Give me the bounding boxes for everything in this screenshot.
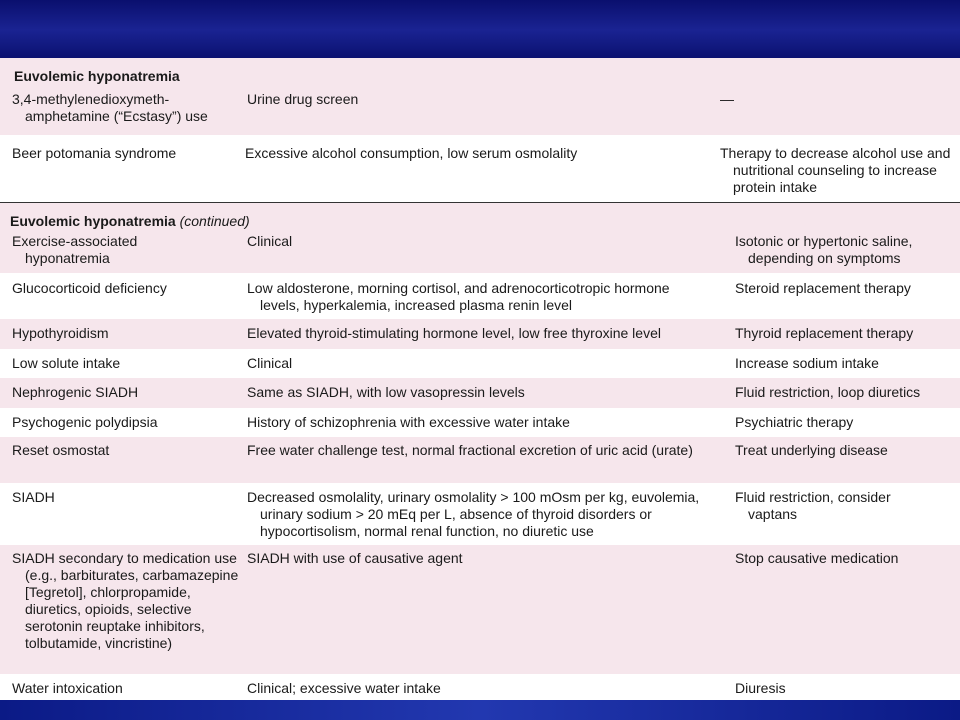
condition-cell: Exercise-associated hyponatremia: [12, 233, 138, 266]
condition-cell: Reset osmostat: [12, 442, 110, 458]
condition-cell: Nephrogenic SIADH: [12, 384, 139, 400]
table-row: [0, 545, 960, 674]
table-row: [0, 319, 960, 349]
diagnosis-cell: Low aldosterone, morning cortisol, and adrenocorticotropic hormone levels, hyperkalemia, increased plasma renin level: [247, 280, 670, 313]
table-row: [0, 91, 960, 135]
condition-cell: Low solute intake: [12, 355, 121, 371]
table-row: [0, 233, 960, 273]
diagnosis-cell: Same as SIADH, with low vasopressin levels: [247, 384, 525, 400]
table-row: [0, 273, 960, 319]
table-row: [0, 135, 960, 202]
section-heading: Euvolemic hyponatremia: [14, 68, 180, 84]
treatment-cell: Thyroid replacement therapy: [735, 325, 914, 341]
condition-cell: Glucocorticoid deficiency: [12, 280, 167, 296]
condition-cell: 3,4-methylenedioxymeth-amphetamine (“Ecstasy”) use: [12, 91, 208, 124]
slide-footer-bar: [0, 700, 960, 720]
treatment-cell: Therapy to decrease alcohol use and nutritional counseling to increase protein intake: [720, 145, 951, 195]
table-row: [0, 408, 960, 437]
diagnosis-cell: History of schizophrenia with excessive water intake: [247, 414, 570, 430]
table-row: [0, 483, 960, 545]
condition-cell: Water intoxication: [12, 680, 123, 696]
condition-cell: SIADH secondary to medication use (e.g., barbiturates, carbamazepine [Tegretol], chlorpropamide, diuretics, opioids, selective serotonin reuptake inhibitors, tolbutamide, vincristine): [12, 550, 239, 651]
condition-cell: SIADH: [12, 489, 55, 505]
treatment-cell: Diuresis: [735, 680, 786, 696]
treatment-cell: Fluid restriction, consider vaptans: [735, 489, 891, 522]
condition-cell: Psychogenic polydipsia: [12, 414, 158, 430]
diagnosis-cell: Clinical; excessive water intake: [247, 680, 441, 696]
table-row: [0, 378, 960, 408]
diagnosis-cell: SIADH with use of causative agent: [247, 550, 463, 566]
condition-cell: Hypothyroidism: [12, 325, 109, 341]
diagnosis-cell: Elevated thyroid-stimulating hormone level, low free thyroxine level: [247, 325, 661, 341]
treatment-cell: Increase sodium intake: [735, 355, 879, 371]
diagnosis-cell: Clinical: [247, 233, 293, 249]
diagnosis-cell: Decreased osmolality, urinary osmolality > 100 mOsm per kg, euvolemia, urinary sodium > 20 mEq per L, absence of thyroid disorders or hypocortisolism, normal renal function, no diuretic use: [247, 489, 700, 539]
diagnosis-cell: Clinical: [247, 355, 293, 371]
condition-cell: Beer potomania syndrome: [12, 145, 177, 161]
treatment-cell: —: [720, 91, 734, 107]
treatment-cell: Isotonic or hypertonic saline, depending on symptoms: [735, 233, 913, 266]
diagnosis-cell: Excessive alcohol consumption, low serum osmolality: [245, 145, 578, 161]
section-heading: Euvolemic hyponatremia (continued): [10, 213, 250, 229]
treatment-cell: Treat underlying disease: [735, 442, 888, 458]
treatment-cell: Steroid replacement therapy: [735, 280, 911, 296]
table-row: [0, 674, 960, 700]
treatment-cell: Psychiatric therapy: [735, 414, 854, 430]
table-row: [0, 437, 960, 483]
table-sheet: [0, 58, 960, 700]
table-row: [0, 349, 960, 378]
diagnosis-cell: Free water challenge test, normal fractional excretion of uric acid (urate): [247, 442, 693, 458]
treatment-cell: Fluid restriction, loop diuretics: [735, 384, 921, 400]
treatment-cell: Stop causative medication: [735, 550, 899, 566]
diagnosis-cell: Urine drug screen: [247, 91, 359, 107]
